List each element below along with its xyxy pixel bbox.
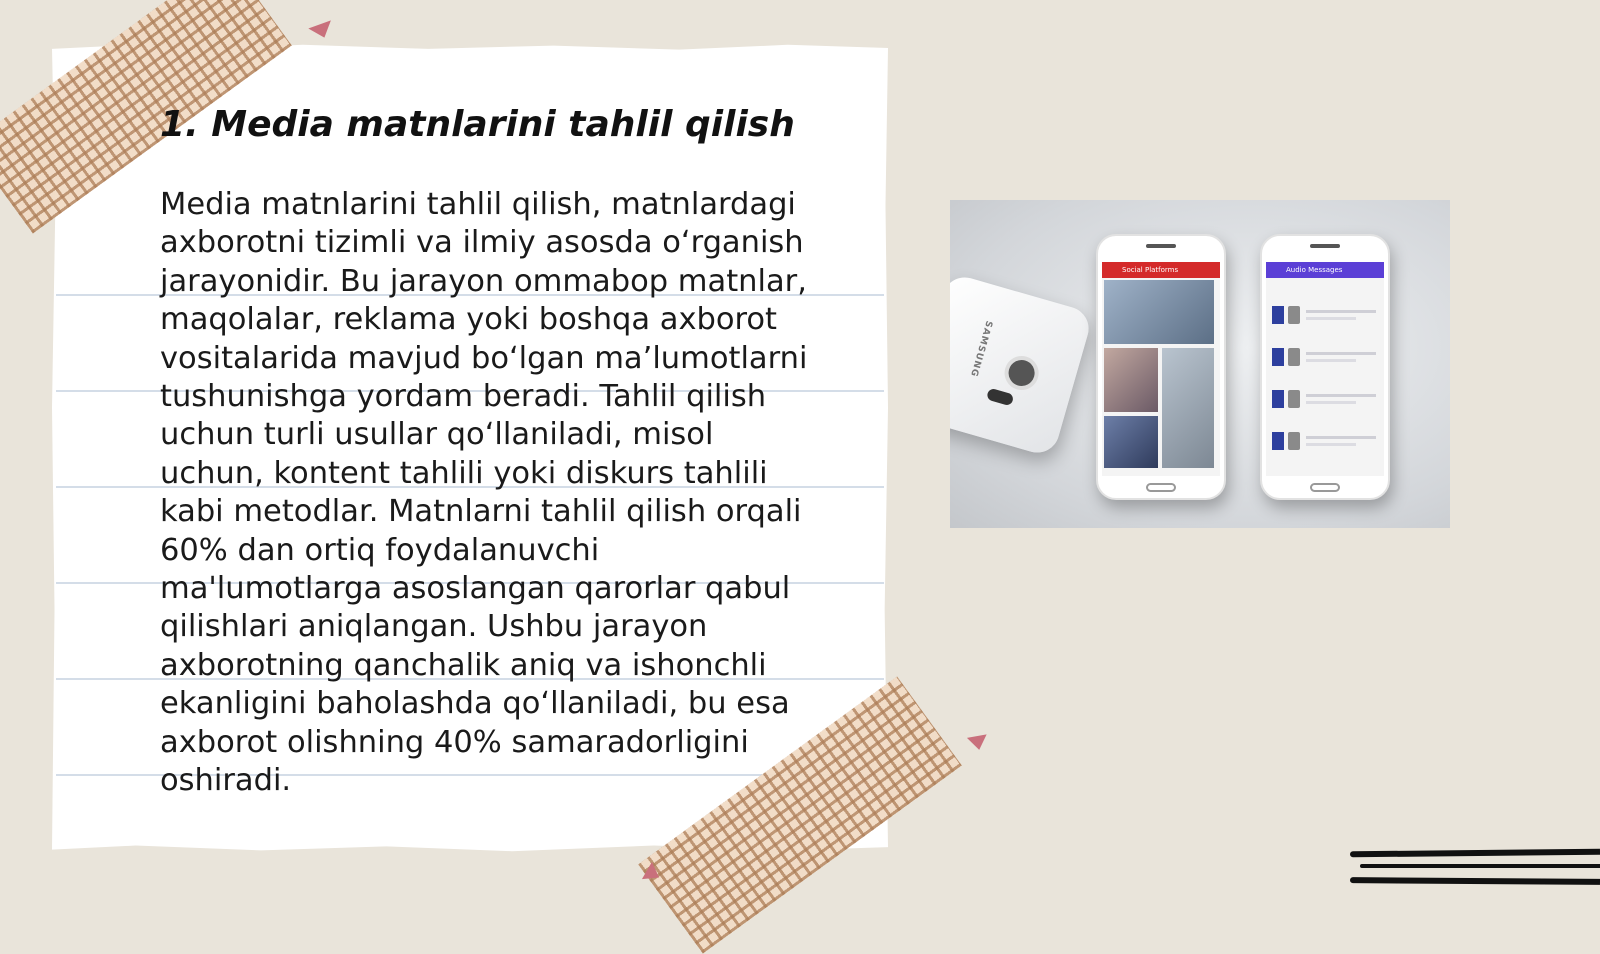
list-item bbox=[1272, 428, 1378, 458]
pin-icon bbox=[967, 734, 989, 751]
camera-icon bbox=[1001, 352, 1043, 394]
list-item bbox=[1272, 344, 1378, 374]
image-tile bbox=[1104, 416, 1158, 468]
pin-icon bbox=[308, 20, 335, 41]
app-header-title: Social Platforms bbox=[1122, 266, 1179, 274]
list-item bbox=[1272, 386, 1378, 416]
speaker-icon bbox=[1310, 244, 1340, 248]
brush-stroke bbox=[1350, 849, 1600, 858]
image-tile bbox=[1104, 348, 1158, 412]
brush-stroke bbox=[1350, 877, 1600, 885]
brush-stroke bbox=[1360, 864, 1600, 868]
phone-audio-messages bbox=[1260, 234, 1390, 500]
slide-body-text: Media matnlarini tahlil qilish, matnlardagi axborotni tizimli va ilmiy asosda oʻrganish jarayonidir. Bu jarayon ommabop matnlar, maqolalar, reklama yoki boshqa axborot vositalarida mavjud boʻlgan maʼlumotlarni tushunishga yordam beradi. Tahlil qilish uchun turli usullar qoʻllaniladi, misol uchun, kontent tahlili yoki diskurs tahlili kabi metodlar. Matnlarni tahlil qilish orqali 60% dan ortiq foydalanuvchi ma'lumotlarga asoslangan qarorlar qabul qilishlari aniqlangan. Ushbu jarayon axborotning qanchalik aniq va ishonchli ekanligini baholashda qoʻllaniladi, bu esa axborot olishning 40% samaradorligini oshiradi. bbox=[160, 187, 808, 799]
phone-screen bbox=[1266, 262, 1384, 476]
image-tile bbox=[1162, 348, 1214, 468]
speaker-icon bbox=[1146, 244, 1176, 248]
smartphones-photo bbox=[950, 200, 1450, 528]
app-header-title: Audio Messages bbox=[1286, 266, 1343, 274]
phone-social-platforms bbox=[1096, 234, 1226, 500]
phone-brand-label: SAMSUNG bbox=[967, 319, 994, 379]
home-button-icon bbox=[1146, 483, 1176, 492]
phone-back-image bbox=[950, 272, 1094, 458]
slide-title: 1. Media matnlarini tahlil qilish bbox=[160, 104, 795, 145]
home-button-icon bbox=[1310, 483, 1340, 492]
phone-screen bbox=[1102, 262, 1220, 476]
flash-icon bbox=[986, 388, 1014, 407]
list-item bbox=[1272, 302, 1378, 332]
image-tile bbox=[1104, 280, 1214, 344]
